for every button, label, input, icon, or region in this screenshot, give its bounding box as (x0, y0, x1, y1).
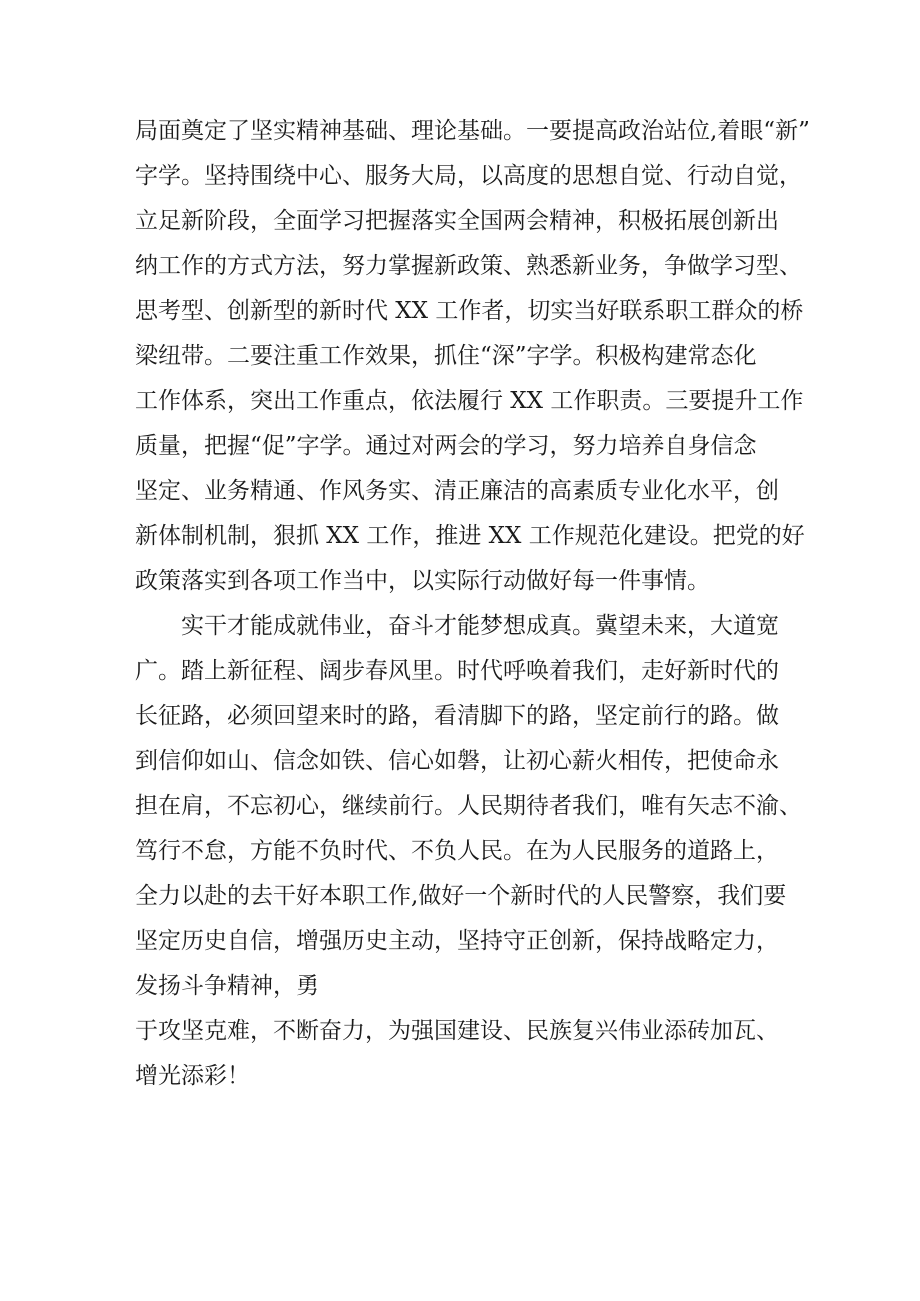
text-line: 思考型、创新型的新时代 XX 工作者，切实当好联系职工群众的桥 (135, 298, 804, 324)
text-line: 梁纽带。二要注重工作效果，抓住“深”字学。积极构建常态化 (135, 343, 757, 369)
text-line: 工作体系，突出工作重点，依法履行 XX 工作职责。三要提升工作 (135, 388, 804, 414)
text-line: 长征路，必须回望来时的路，看清脚下的路，坚定前行的路。做 (135, 703, 779, 729)
text-line: 立足新阶段，全面学习把握落实全国两会精神，积极拓展创新出 (135, 208, 779, 234)
text-line: 新体制机制，狠抓 XX 工作，推进 XX 工作规范化建设。把党的好 (135, 523, 805, 549)
text-line: 于攻坚克难，不断奋力，为强国建设、民族复兴伟业添砖加瓦、 (135, 1018, 779, 1044)
text-line: 坚定、业务精通、作风务实、清正廉洁的高素质专业化水平，创 (135, 478, 779, 504)
text-line: 担在肩，不忘初心，继续前行。人民期待者我们，唯有矢志不渝、 (135, 793, 802, 819)
text-line: 质量，把握“促”字学。通过对两会的学习，努力培养自身信念 (135, 433, 757, 459)
text-line: 局面奠定了坚实精神基础、理论基础。一要提高政治站位,着眼“新” (135, 118, 810, 144)
text-line: 发扬斗争精神，勇 (135, 973, 319, 999)
text-line: 广。踏上新征程、阔步春风里。时代呼唤着我们，走好新时代的 (135, 658, 779, 684)
text-line: 实干才能成就伟业，奋斗才能梦想成真。冀望未来，大道宽 (181, 613, 779, 639)
text-line: 纳工作的方式方法，努力掌握新政策、熟悉新业务，争做学习型、 (135, 253, 802, 279)
text-line: 全力以赴的去干好本职工作,做好一个新时代的人民警察，我们要 (135, 883, 787, 909)
text-line: 笃行不怠，方能不负时代、不负人民。在为人民服务的道路上， (135, 838, 779, 864)
text-line: 政策落实到各项工作当中，以实际行动做好每一件事情。 (135, 568, 710, 594)
text-line: 字学。坚持围绕中心、服务大局，以高度的思想自觉、行动自觉， (135, 163, 802, 189)
text-line: 坚定历史自信，增强历史主动，坚持守正创新，保持战略定力， (135, 928, 779, 954)
text-line: 增光添彩！ (135, 1063, 250, 1089)
text-line: 到信仰如山、信念如铁、信心如磐，让初心薪火相传，把使命永 (135, 748, 779, 774)
